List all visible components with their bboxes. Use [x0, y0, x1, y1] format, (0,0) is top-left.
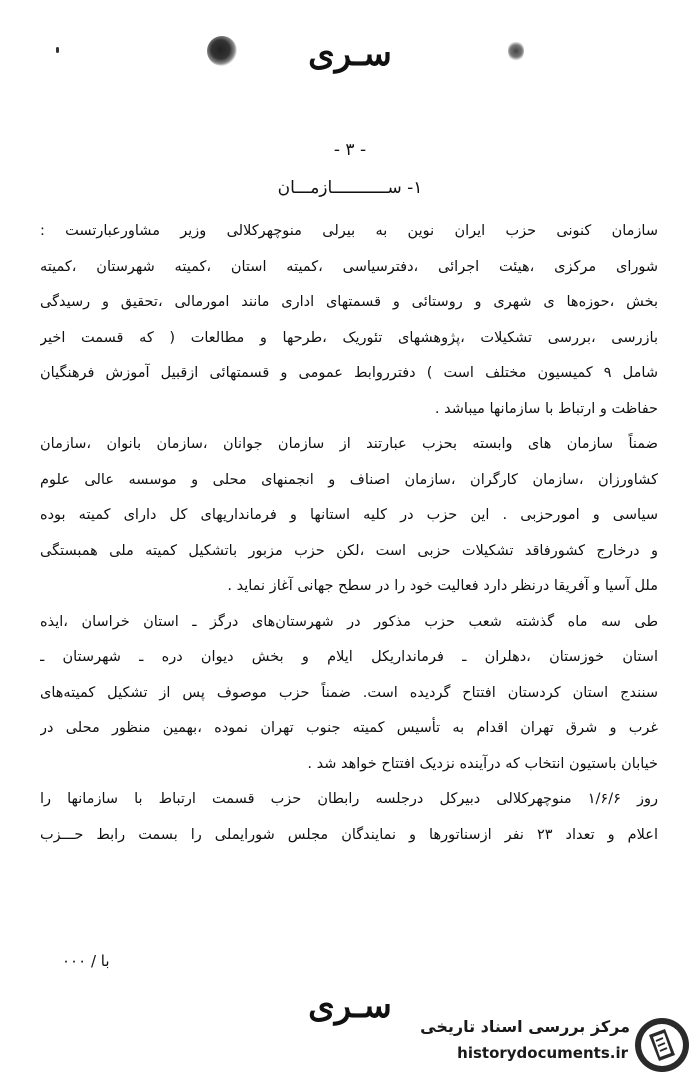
- body-line: روز ۱/۶/۶ منوچهرکلالی دبیرکل درجلسه رابطان حزب قسمت ارتباط با سازمانها را: [40, 791, 658, 807]
- body-line: طی سه ماه گذشته شعب حزب مذکور در شهرستان‌های درگز ـ استان خراسان ،ایذه: [40, 613, 658, 630]
- classification-header: سـری: [308, 34, 392, 74]
- body-line: اعلام و تعداد ۲۳ نفر ازسناتورها و نمایندگان مجلس شورایملی را بسمت رابط حـــزب: [40, 826, 658, 843]
- body-line: سنندج استان کردستان افتتاح گردیده است. ضمناً حزب موصوف پس از تشکیل کمیته‌های: [40, 684, 658, 701]
- section-heading: ۱- ســـــــــــازمـــان: [277, 178, 423, 198]
- watermark-title: مرکز بررسی اسناد تاریخی: [420, 1017, 630, 1036]
- body-line: خیابان باستیون انتخاب که درآینده نزدیک افتتاح خواهد شد .: [307, 755, 658, 772]
- page-number: - ۳ -: [333, 140, 367, 160]
- body-line: و درخارج کشورفاقد تشکیلات حزبی است ،لکن حزب مزبور باتشکیل کمیته ملی همبستگی: [40, 542, 658, 559]
- body-line: حفاظت و ارتباط با سازمانها میباشد .: [434, 400, 658, 417]
- body-line: استان خوزستان ،دهلران ـ فرمانداریکل ایلام و بخش دیوان دره ـ شهرستان ـ: [40, 649, 658, 665]
- body-line: بخش ،حوزه‌ها ی شهری و روستائی و قسمتهای اداری مانند امورمالی ،تحقیق و رسیدگی: [40, 294, 658, 310]
- body-line: شامل ۹ کمیسیون مختلف است ) دفترروابط عمومی و قسمتهائی ازقبیل آموزش فرهنگیان: [40, 365, 658, 381]
- body-line: شورای مرکزی ،هیئت اجرائی ،دفترسیاسی ،کمیته استان ،کمیته شهرستان ،کمیته: [40, 258, 658, 275]
- archive-logo-icon: [632, 1015, 692, 1075]
- watermark-url[interactable]: historydocuments.ir: [457, 1044, 628, 1062]
- classification-footer: سـری: [308, 986, 392, 1026]
- body-line: کشاورزان ،سازمان کارگران ،سازمان اصناف و انجمنهای محلی و موسسه عالی علوم: [40, 471, 658, 488]
- body-line: ملل آسیا و آفریقا درنظر دارد فعالیت خود را در سطح جهانی آغاز نماید .: [227, 578, 658, 594]
- document-body: [40, 214, 658, 853]
- body-line: بازرسی ،بررسی تشکیلات ،پژوهشهای تئوریک ،طرحها و مطالعات ( که قسمت اخیر: [40, 329, 658, 346]
- continuation-marker: با / ۰۰۰: [62, 952, 110, 970]
- body-line: غرب و شرق تهران اقدام به تأسیس کمیته جنوب تهران نموده ،بهمین منظور محلی در: [40, 720, 658, 736]
- body-line: سیاسی و امورحزبی . این حزب در کلیه استانها و فرمانداریهای کل دارای کمیته بوده: [40, 507, 658, 523]
- body-line: سازمان کنونی حزب ایران نوین به بیرلی منوچهرکلالی وزیر مشاورعبارتست :: [40, 223, 658, 239]
- archive-watermark[interactable]: [408, 1013, 700, 1078]
- body-line: ضمناً سازمان های وابسته بحزب عبارتند از سازمان جوانان ،سازمان بانوان ،سازمان: [40, 436, 658, 452]
